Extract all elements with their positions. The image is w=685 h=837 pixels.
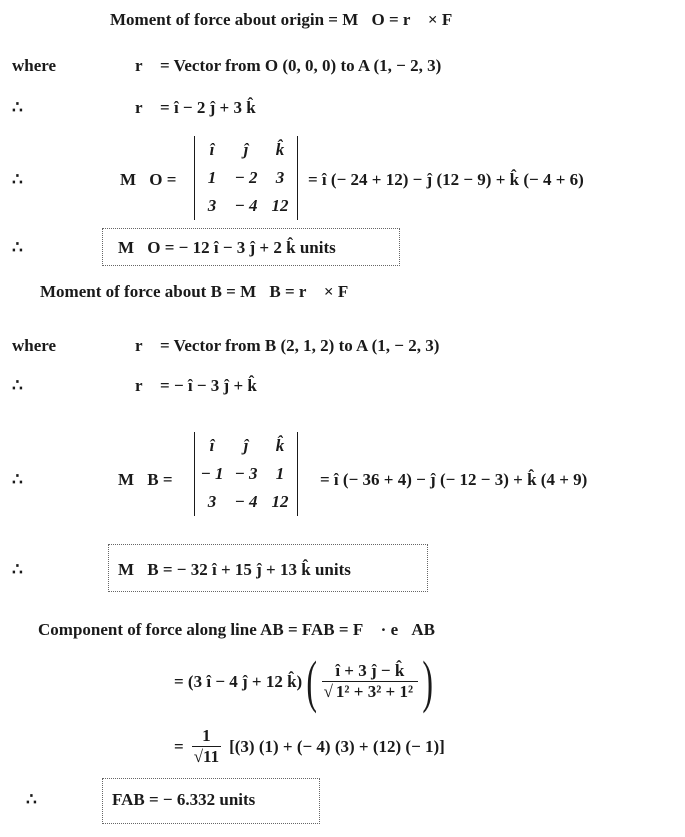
mb-result: M⃗B = − 32 î + 15 ĵ + 13 k̂ units xyxy=(118,560,351,579)
matrix-cell: − 2 xyxy=(234,168,258,187)
left-paren-icon: ( xyxy=(306,649,318,714)
component-force-vector: = (3 î − 4 ĵ + 12 k̂) xyxy=(174,671,303,691)
therefore-symbol: ∴ xyxy=(26,790,37,809)
therefore-symbol: ∴ xyxy=(12,98,23,117)
matrix-cell: − 4 xyxy=(234,196,258,215)
matrix-cell: 3 xyxy=(275,168,285,187)
matrix-cell: ĵ xyxy=(243,436,249,455)
r-vector-2: r⃗ = − î − 3 ĵ + k̂ xyxy=(135,376,257,395)
fraction-denominator: √11 xyxy=(193,747,220,766)
fraction-numerator: î + 3 ĵ − k̂ xyxy=(322,661,419,682)
equals-sign: = xyxy=(174,736,184,756)
right-paren-icon: ) xyxy=(422,649,434,714)
mo-expansion: = î (− 24 + 12) − ĵ (12 − 9) + k̂ (− 4 + 6) xyxy=(308,170,584,189)
matrix-cell: 3 xyxy=(207,196,217,215)
therefore-symbol: ∴ xyxy=(12,238,23,257)
matrix-cell: k̂ xyxy=(275,140,285,159)
matrix-cell: î xyxy=(209,436,215,455)
determinant-matrix-o xyxy=(194,136,298,220)
heading-moment-origin: Moment of force about origin = M⃗O = r⃗ × F⃗ xyxy=(110,10,466,29)
vector-definition-1: r⃗ = Vector from O (0, 0, 0) to A (1, − 2, 3) xyxy=(135,56,442,75)
matrix-cell: 12 xyxy=(271,196,289,215)
matrix-cell: 1 xyxy=(275,464,285,483)
mb-expansion: = î (− 36 + 4) − ĵ (− 12 − 3) + k̂ (4 + 9) xyxy=(320,470,588,489)
matrix-cell: k̂ xyxy=(275,436,285,455)
therefore-symbol: ∴ xyxy=(12,376,23,395)
matrix-cell: 12 xyxy=(271,492,289,511)
determinant-matrix-b xyxy=(194,432,298,516)
component-eq-1 xyxy=(174,648,437,715)
fraction-numerator: 1 xyxy=(192,726,221,747)
scalar-fraction xyxy=(192,726,221,767)
where-label-2: where xyxy=(12,336,57,355)
mb-lhs: M⃗B = xyxy=(118,470,173,489)
mo-lhs: M⃗O = xyxy=(120,170,177,189)
matrix-cell: ĵ xyxy=(243,140,249,159)
matrix-cell: î xyxy=(209,140,215,159)
matrix-cell: 3 xyxy=(207,492,217,511)
vector-definition-2: r⃗ = Vector from B (2, 1, 2) to A (1, − 2, 3) xyxy=(135,336,440,355)
heading-component-ab: Component of force along line AB = FAB = F⃗ · e⃗AB xyxy=(38,620,435,639)
therefore-symbol: ∴ xyxy=(12,170,23,189)
mo-result: M⃗O = − 12 î − 3 ĵ + 2 k̂ units xyxy=(118,238,336,257)
r-vector-1: r⃗ = î − 2 ĵ + 3 k̂ xyxy=(135,98,256,117)
matrix-cell: 1 xyxy=(207,168,217,187)
where-label-1: where xyxy=(12,56,57,75)
radical-content: 1² + 3² + 1² xyxy=(333,681,416,701)
therefore-symbol: ∴ xyxy=(12,560,23,579)
fraction-denominator: √ 1² + 3² + 1² xyxy=(322,682,419,702)
heading-moment-b: Moment of force about B = M⃗B = r⃗ × F⃗ xyxy=(40,282,362,301)
unit-vector-fraction xyxy=(322,661,419,702)
matrix-cell: − 3 xyxy=(234,464,258,483)
matrix-cell: − 1 xyxy=(200,464,224,483)
fab-result: FAB = − 6.332 units xyxy=(112,790,256,809)
dot-product-expansion: [(3) (1) + (− 4) (3) + (12) (− 1)] xyxy=(229,736,445,756)
matrix-cell: − 4 xyxy=(234,492,258,511)
therefore-symbol: ∴ xyxy=(12,470,23,489)
component-eq-2 xyxy=(174,726,445,767)
